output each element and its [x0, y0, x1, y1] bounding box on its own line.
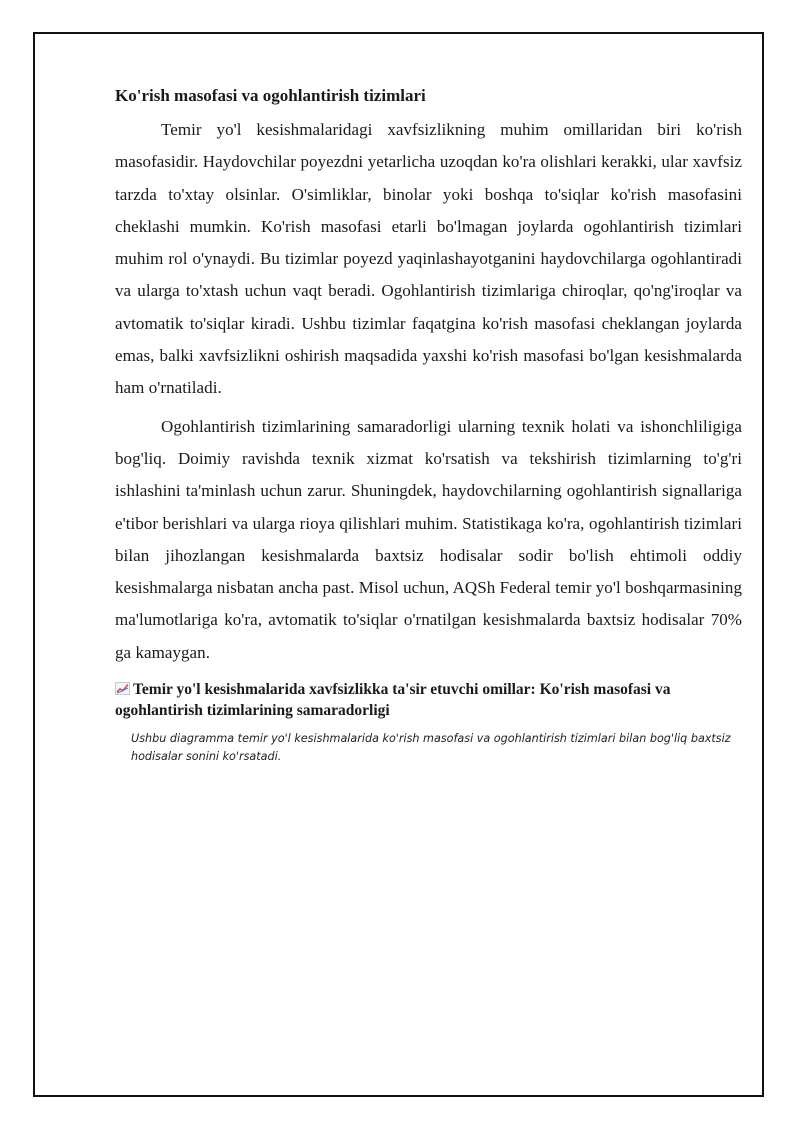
figure-title: [115, 679, 742, 721]
paragraph-visibility: Temir yo'l kesishmalaridagi xavfsizlikning muhim omillaridan biri ko'rish masofasidir. Haydovchilar poyezdni yetarlicha uzoqdan ko'ra olishlari kerakki, ular xavfsiz tarzda to'xtay olsinlar. O'simliklar, binolar yoki boshqa to'siqlar ko'rish masofasini cheklashi mumkin. Ko'rish masofasi etarli bo'lmagan joylarda ogohlantirish tizimlari muhim rol o'ynaydi. Bu tizimlar poyezd yaqinlashayotganini haydovchilarga ogohlantiradi va ularga to'xtash uchun vaqt beradi. Ogohlantirish tizimlariga chiroqlar, qo'ng'iroqlar va avtomatik to'siqlar kiradi. Ushbu tizimlar faqatgina ko'rish masofasi cheklangan joylarda emas, balki xavfsizlikni oshirish maqsadida yaxshi ko'rish masofasi bo'lgan kesishmalarda ham o'rnatiladi.: [115, 120, 742, 398]
chart-icon: [115, 680, 130, 693]
figure-title-text: Temir yo'l kesishmalarida xavfsizlikka ta'sir etuvchi omillar: Ko'rish masofasi va ogohlantirish tizimlarining samaradorligi: [115, 681, 671, 720]
paragraph-effectiveness: Ogohlantirish tizimlarining samaradorligi ularning texnik holati va ishonchliligiga bog'liq. Doimiy ravishda texnik xizmat ko'rsatish va tekshirish tizimlarning to'g'ri ishlashini ta'minlash uchun zarur. Shuningdek, haydovchilarning ogohlantirish signallariga e'tibor berishlari va ularga rioya qilishlari muhim. Statistikaga ko'ra, ogohlantirish tizimlari bilan jihozlangan kesishmalarda baxtsiz hodisalar sodir bo'lish ehtimoli oddiy kesishmalarga nisbatan ancha past. Misol uchun, AQSh Federal temir yo'l boshqarmasining ma'lumotlariga ko'ra, avtomatik to'siqlar o'rnatilgan kesishmalarda baxtsiz hodisalar 70% ga kamaygan.: [115, 416, 742, 662]
figure-caption: Ushbu diagramma temir yo'l kesishmalarida ko'rish masofasi va ogohlantirish tizimlari bilan bog'liq baxtsiz hodisalar sonini ko'rsatadi.: [131, 732, 731, 764]
document-body: [115, 84, 742, 766]
section-heading: Ko'rish masofasi va ogohlantirish tizimlari: [115, 86, 426, 105]
